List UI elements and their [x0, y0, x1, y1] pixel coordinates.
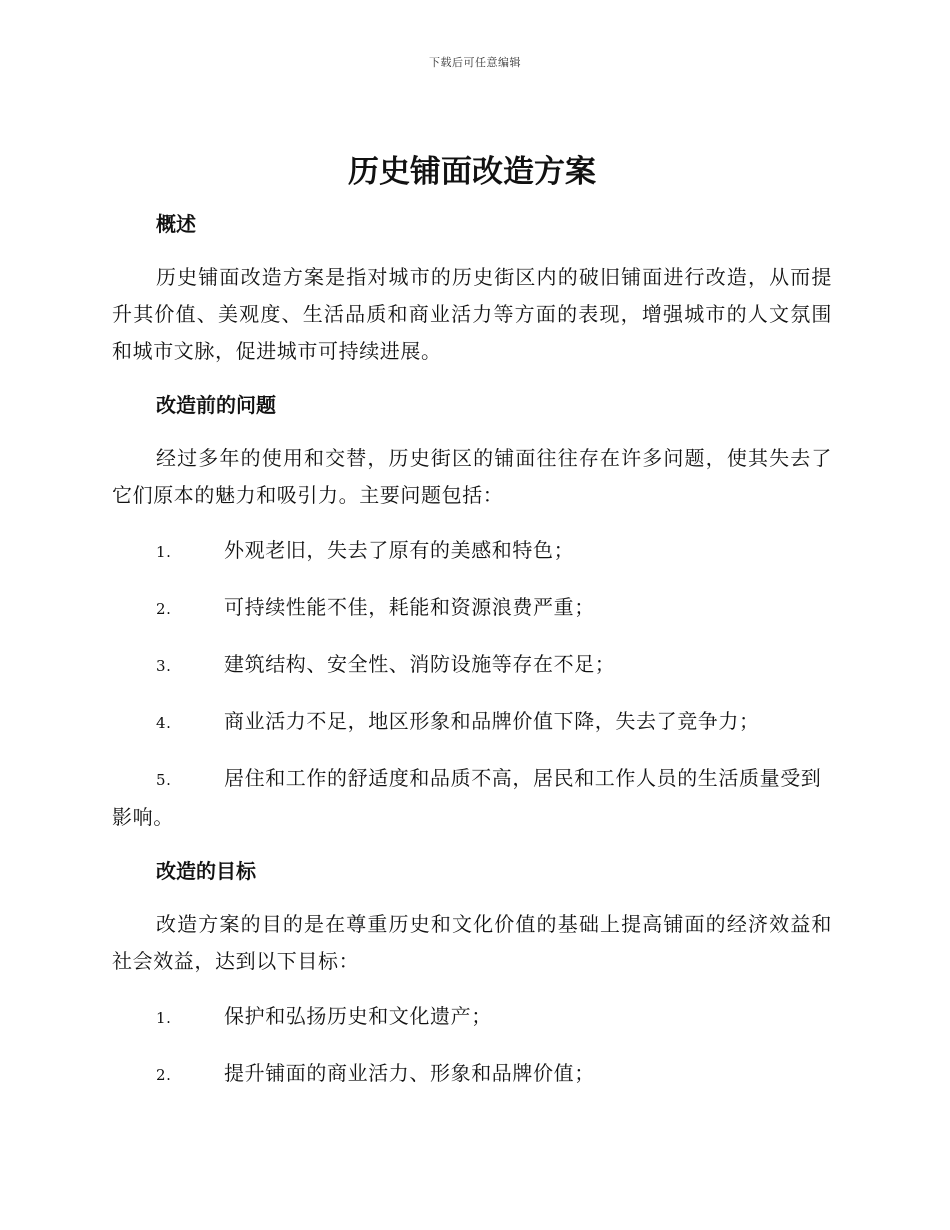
goals-paragraph: 改造方案的目的是在尊重历史和文化价值的基础上提高铺面的经济效益和社会效益，达到以下目标：: [112, 912, 832, 973]
list-number: 5.: [156, 771, 172, 789]
problems-paragraph: 经过多年的使用和交替，历史街区的铺面往往存在许多问题，使其失去了它们原本的魅力和吸引力。主要问题包括：: [112, 446, 832, 507]
list-item: [112, 532, 832, 571]
list-text: 建筑结构、安全性、消防设施等存在不足；: [224, 652, 616, 676]
section-heading-goals: 改造的目标: [156, 859, 256, 883]
document-body: [112, 150, 832, 1094]
list-text: 保护和弘扬历史和文化遗产；: [224, 1004, 492, 1028]
section-heading-problems: 改造前的问题: [156, 393, 276, 417]
list-number: 4.: [156, 714, 172, 732]
list-number: 2.: [156, 1066, 172, 1084]
list-number: 1.: [156, 1009, 172, 1027]
header-note: 下载后可任意编辑: [429, 56, 521, 69]
list-number: 3.: [156, 657, 172, 675]
list-text: 提升铺面的商业活力、形象和品牌价值；: [224, 1061, 595, 1085]
document-title: 历史铺面改造方案: [348, 154, 596, 190]
list-number: 2.: [156, 600, 172, 618]
overview-paragraph: 历史铺面改造方案是指对城市的历史街区内的破旧铺面进行改造，从而提升其价值、美观度、生活品质和商业活力等方面的表现，增强城市的人文氛围和城市文脉，促进城市可持续进展。: [112, 265, 832, 363]
list-item: [112, 703, 832, 742]
list-text: 居住和工作的舒适度和品质不高，居民和工作人员的生活质量受到影响。: [112, 766, 822, 829]
list-number: 1.: [156, 543, 172, 561]
list-text: 外观老旧，失去了原有的美感和特色；: [224, 538, 575, 562]
list-text: 可持续性能不佳，耗能和资源浪费严重；: [224, 595, 595, 619]
list-item: [112, 998, 832, 1037]
list-item: [112, 589, 832, 628]
list-item: [112, 646, 832, 685]
list-item: [112, 1055, 832, 1094]
list-item: [112, 760, 832, 836]
list-text: 商业活力不足，地区形象和品牌价值下降，失去了竞争力；: [224, 709, 760, 733]
section-heading-overview: 概述: [156, 212, 196, 236]
